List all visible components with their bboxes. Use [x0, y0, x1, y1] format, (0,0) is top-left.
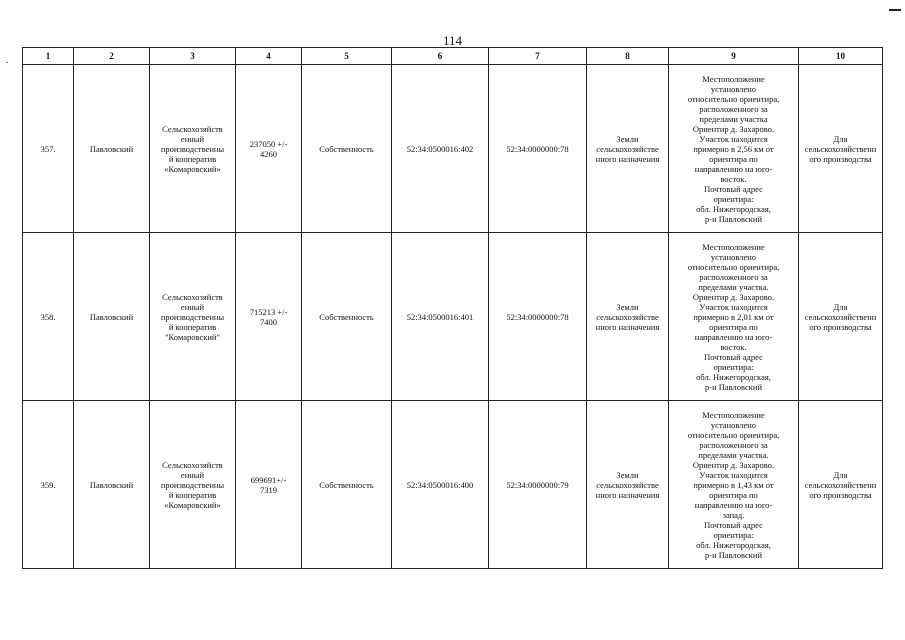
location-cell-line: расположенного за	[699, 271, 768, 282]
location-cell-line: относительно ориентира,	[687, 261, 780, 272]
location-cell-line: ориентира:	[713, 361, 754, 372]
location-cell-line: расположенного за	[699, 103, 768, 114]
district-cell: Павловский	[74, 65, 150, 233]
area-cell-line: 4260	[260, 148, 277, 159]
owner-cell-line: производственны	[160, 311, 225, 322]
location-cell-line: пределами участка	[699, 113, 768, 124]
area-cell	[236, 233, 302, 401]
right-type-cell: Собственность	[302, 233, 392, 401]
location-cell-line: расположенного за	[699, 439, 768, 450]
location-cell-line: установлено	[710, 419, 757, 430]
location-cell-line: Местоположение	[702, 73, 765, 84]
land-category-cell-line: нного назначения	[595, 489, 660, 500]
owner-cell-line: Сельскохозяйств	[162, 123, 223, 134]
land-register-table	[22, 47, 883, 569]
area-cell-line: 715213 +/-	[249, 306, 288, 317]
land-category-cell	[587, 233, 669, 401]
column-header-5: 5	[302, 48, 392, 65]
area-cell-line: 237050 +/-	[249, 138, 288, 149]
permitted-use-cell-line: ого производства	[809, 489, 872, 500]
owner-cell-line: производственны	[160, 479, 225, 490]
location-cell-line: запад.	[722, 509, 745, 520]
scan-margin-dot	[6, 62, 8, 63]
location-cell-line: Почтовый адрес	[704, 183, 763, 194]
owner-cell-line: Сельскохозяйств	[162, 459, 223, 470]
location-cell-line: Почтовый адрес	[704, 351, 763, 362]
location-cell-line: Местоположение	[702, 409, 765, 420]
column-header-7: 7	[489, 48, 587, 65]
location-cell	[669, 65, 799, 233]
owner-cell-line: енный	[180, 301, 205, 312]
page-number: 114	[442, 33, 463, 48]
location-cell-line: ориентира по	[709, 489, 758, 500]
permitted-use-cell-line: сельскохозяйственн	[804, 311, 877, 322]
location-cell-line: р-н Павловский	[704, 381, 763, 392]
permitted-use-cell	[799, 65, 883, 233]
location-cell-line: ориентира:	[713, 193, 754, 204]
location-cell-line: относительно ориентира,	[687, 429, 780, 440]
location-cell-line: обл. Нижегородская,	[696, 371, 771, 382]
location-cell-line: Ориентир д. Захарово.	[692, 459, 775, 470]
location-cell-line: пределами участка.	[698, 281, 769, 292]
owner-cell-line: «Комаровский»	[164, 163, 221, 174]
permitted-use-cell-line: Для	[833, 469, 848, 480]
location-cell-line: установлено	[710, 83, 757, 94]
owner-cell-line: «Комаровский»	[164, 499, 221, 510]
land-category-cell-line: нного назначения	[595, 321, 660, 332]
right-type-cell: Собственность	[302, 401, 392, 569]
land-category-cell-line: сельскохозяйстве	[596, 143, 659, 154]
table-row	[23, 233, 883, 401]
permitted-use-cell	[799, 233, 883, 401]
owner-cell-line: енный	[180, 133, 205, 144]
land-category-cell	[587, 65, 669, 233]
cadastral-number-cell: 52:34:0500016:400	[392, 401, 489, 569]
owner-cell-line: производственны	[160, 143, 225, 154]
location-cell-line: Участок находится	[699, 301, 768, 312]
location-cell-line: восток.	[720, 173, 747, 184]
location-cell-line: направлению на юго-	[694, 163, 773, 174]
land-category-cell-line: нного назначения	[595, 153, 660, 164]
permitted-use-cell-line: ого производства	[809, 321, 872, 332]
land-category-cell-line: Земли	[616, 469, 639, 480]
row-number: 358.	[23, 233, 74, 401]
location-cell-line: Участок находится	[699, 469, 768, 480]
cadastral-quarter-cell: 52:34:0000000:78	[489, 233, 587, 401]
area-cell-line: 7319	[260, 484, 277, 495]
permitted-use-cell	[799, 401, 883, 569]
owner-cell-line: "Комаровский"	[165, 331, 220, 342]
header-row	[23, 48, 883, 65]
row-number: 359.	[23, 401, 74, 569]
permitted-use-cell-line: сельскохозяйственн	[804, 479, 877, 490]
location-cell-line: ориентира:	[713, 529, 754, 540]
table-row	[23, 65, 883, 233]
permitted-use-cell-line: ого производства	[809, 153, 872, 164]
land-category-cell-line: Земли	[616, 301, 639, 312]
row-number: 357.	[23, 65, 74, 233]
area-cell	[236, 65, 302, 233]
location-cell-line: Участок находится	[699, 133, 768, 144]
location-cell-line: обл. Нижегородская,	[696, 203, 771, 214]
land-category-cell	[587, 401, 669, 569]
permitted-use-cell-line: Для	[833, 301, 848, 312]
owner-cell-line: енный	[180, 469, 205, 480]
permitted-use-cell-line: сельскохозяйственн	[804, 143, 877, 154]
column-header-9: 9	[669, 48, 799, 65]
column-header-3: 3	[150, 48, 236, 65]
cadastral-quarter-cell: 52:34:0000000:79	[489, 401, 587, 569]
owner-cell	[150, 65, 236, 233]
location-cell-line: ориентира по	[709, 321, 758, 332]
scan-corner-mark	[889, 9, 901, 11]
location-cell	[669, 401, 799, 569]
column-header-4: 4	[236, 48, 302, 65]
land-category-cell-line: сельскохозяйстве	[596, 311, 659, 322]
location-cell-line: Ориентир д. Захарово.	[692, 123, 775, 134]
owner-cell	[150, 401, 236, 569]
land-category-cell-line: сельскохозяйстве	[596, 479, 659, 490]
area-cell-line: 7400	[260, 316, 277, 327]
column-header-6: 6	[392, 48, 489, 65]
area-cell-line: 699691+/-	[250, 474, 287, 485]
location-cell	[669, 233, 799, 401]
location-cell-line: примерно в 1,43 км от	[693, 479, 774, 490]
permitted-use-cell-line: Для	[833, 133, 848, 144]
owner-cell-line: Сельскохозяйств	[162, 291, 223, 302]
location-cell-line: направлению на юго-	[694, 331, 773, 342]
location-cell-line: р-н Павловский	[704, 213, 763, 224]
district-cell: Павловский	[74, 401, 150, 569]
right-type-cell: Собственность	[302, 65, 392, 233]
cadastral-number-cell: 52:34:0500016:402	[392, 65, 489, 233]
owner-cell-line: й кооператив	[168, 489, 217, 500]
location-cell-line: относительно ориентира,	[687, 93, 780, 104]
location-cell-line: Местоположение	[702, 241, 765, 252]
district-cell: Павловский	[74, 233, 150, 401]
location-cell-line: восток.	[720, 341, 747, 352]
column-header-10: 10	[799, 48, 883, 65]
owner-cell-line: й кооператив	[168, 321, 217, 332]
location-cell-line: установлено	[710, 251, 757, 262]
table-row	[23, 401, 883, 569]
location-cell-line: направлению на юго-	[694, 499, 773, 510]
location-cell-line: ориентира по	[709, 153, 758, 164]
location-cell-line: примерно в 2,01 км от	[693, 311, 774, 322]
location-cell-line: примерно в 2,56 км от	[693, 143, 774, 154]
column-header-1: 1	[23, 48, 74, 65]
owner-cell-line: й кооператив	[168, 153, 217, 164]
location-cell-line: Ориентир д. Захарово.	[692, 291, 775, 302]
column-header-8: 8	[587, 48, 669, 65]
cadastral-quarter-cell: 52:34:0000000:78	[489, 65, 587, 233]
owner-cell	[150, 233, 236, 401]
location-cell-line: Почтовый адрес	[704, 519, 763, 530]
area-cell	[236, 401, 302, 569]
land-category-cell-line: Земли	[616, 133, 639, 144]
column-header-2: 2	[74, 48, 150, 65]
location-cell-line: обл. Нижегородская,	[696, 539, 771, 550]
location-cell-line: р-н Павловский	[704, 549, 763, 560]
cadastral-number-cell: 52:34:0500016:401	[392, 233, 489, 401]
location-cell-line: пределами участка.	[698, 449, 769, 460]
